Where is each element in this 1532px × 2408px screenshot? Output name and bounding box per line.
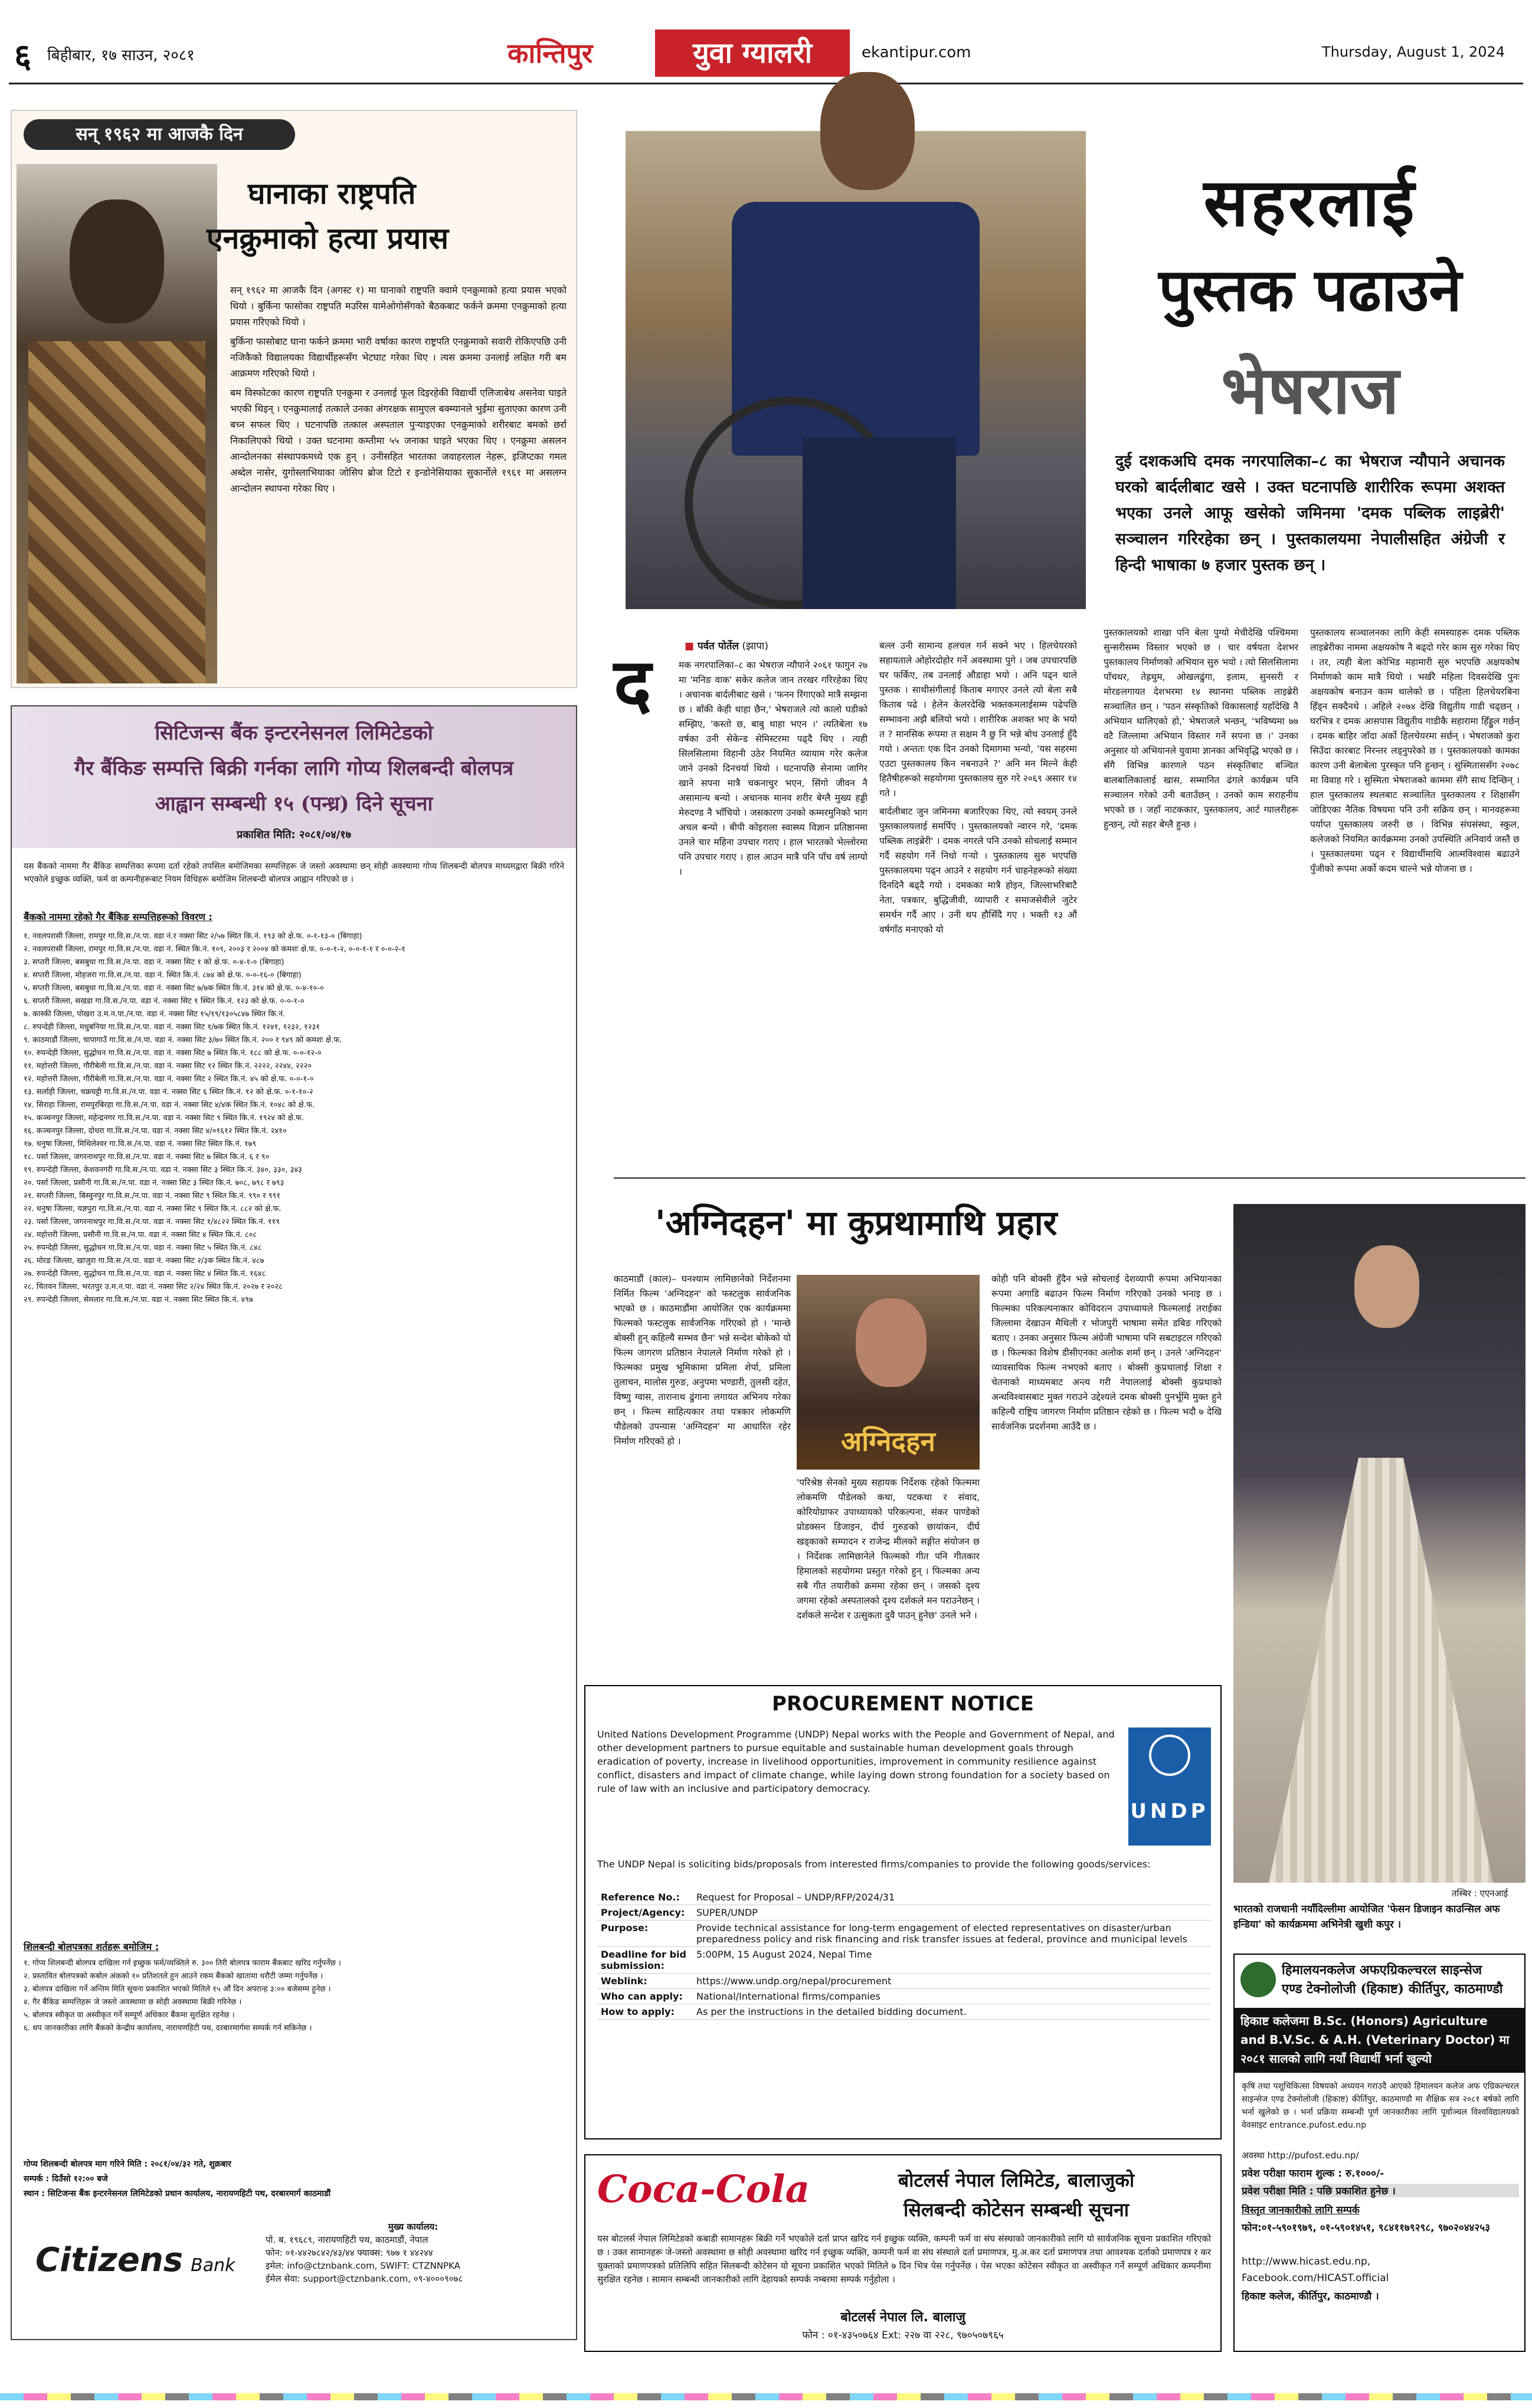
- history-box: [11, 110, 577, 688]
- bank-sign-2: सम्पर्क : दिउँसो १२:०० बजे: [24, 2174, 108, 2184]
- procurement-row-value: Provide technical assistance for long-term engagement of elected representatives on disaster/urban preparedness policy and risk financing and risk transfer issues at federal, province and municipal levels: [693, 1920, 1211, 1947]
- hicast-fee: प्रवेश परीक्षा फाराम शुल्क : रु.१०००/-: [1242, 2168, 1384, 2180]
- hicast-title-1: हिमालयनकलेज अफएग्रिकल्चरल साइन्सेज: [1282, 1962, 1482, 1978]
- feature-col-1: [679, 658, 868, 1130]
- bank-intro: यस बैंकको नाममा गैर बैंकिङ सम्पत्तिका रूपमा दर्ता रहेको तपसिल बमोजिमका सम्पत्तिहरू जे जस्तो अवस्थामा छन् सोही अवस्थामा गोप्य शिलबन्दी बोलपत्र माध्यमद्वारा बिक्री गरिने भएकोले इच्छुक व्यक्ति, फर्म वा कम्पनीहरूबाट नियम विधिहरू बमोजिम शिलबन्दी बोलपत्र आह्वान गरिएको छ ।: [24, 862, 564, 884]
- byline-place: (झापा): [742, 640, 768, 652]
- procurement-row-key: Who can apply:: [597, 1989, 693, 2004]
- feature-c4: पुस्तकालयको शाखा पनि बेला पुग्यो मेचीदेखि पश्चिममा सुन्सरीसम्म विस्तार भएको छ । चार वर्षयता देशभर पुस्तकालय निर्माणको अभियान सुरु भयो । त्यो सिलसिलामा पाँचथर, तेह्रथुम, ओखलढुंगा, इलाम, सुनसरी र मोरङलगायत देशभरमा १४ स्थानमा पब्लिक लाइब्रेरी सञ्चालित छन् । 'पठन संस्कृतिको विकासलाई यहाँदेखि नै अभियान थालिएको हो,' भेषराजले भन्छन्, 'भविष्यमा ७७ वटै जिल्लामा अभियान विस्तार गर्ने सपना छ ।' उनका अनुसार यो अभियानले युवामा ज्ञानका अभिवृद्धि भएको छ । सँगै विभिन्न कारणले पठन संस्कृतिबाट बञ्चित बालबालिकालाई खास, सम्मानित ढंगले कार्यक्रम पनि सञ्चालन गरेको उनी बताउँछन् । उनको काम सराहनीय भएको छ । जहाँ नाटककार, पुस्तकालय, आर्ट ग्यालरीहरू हुन्छन्, त्यो सहर बेग्लै हुन्छ ।: [1104, 627, 1298, 830]
- procurement-row: [597, 1947, 1211, 1974]
- hicast-banner-2: and B.V.Sc. & A.H. (Veterinary Doctor) मा: [1240, 2033, 1510, 2047]
- procurement-solicit: The UNDP Nepal is soliciting bids/proposals from interested firms/companies to provide the following goods/services:: [597, 1859, 1151, 1870]
- asset-item: २३. पर्सा जिल्ला, जगरनाथपुर गा.वि.स./न.पा. वडा नं. नक्सा सिट १/४८२२ स्थित कि.नं. ११९: [24, 1218, 280, 1226]
- hicast-body: कृषि तथा पशुचिकित्सा विषयको अध्ययन गराउदै आएको हिमालयन कलेज अफ एग्रिकल्चरल साइन्सेज एण्ड टेक्नोलोजी (हिकाष्ट) कीर्तिपुर, काठमाण्डौ मा शैक्षिक सत्र २०८१ बर्षको लागि भर्ना खुलेको छ । भर्ना प्रक्रिया सम्बन्धी पूर्ण जानकारीका लागि पूर्वाञ्चल विश्वविद्यालयको वेवसाइट entrance.pufost.edu.np: [1242, 2082, 1519, 2130]
- asset-item: ७. कास्की जिल्ला, पोखरा उ.म.न.पा./न.पा. वडा नं. नक्सा सिट १५/१९/१३०५८४७ स्थित कि.नं.: [24, 1010, 286, 1019]
- person-legs: [803, 438, 956, 609]
- procurement-title: PROCUREMENT NOTICE: [772, 1692, 1034, 1716]
- procurement-row-key: Deadline for bid submission:: [597, 1947, 693, 1974]
- procurement-row: [597, 1920, 1211, 1947]
- procurement-notice: [584, 1685, 1222, 2139]
- paper-name: कान्तिपुर: [508, 37, 593, 69]
- fashion-credit: तस्बिर : एएनआई: [1452, 1888, 1508, 1899]
- un-emblem-icon: [1149, 1735, 1190, 1776]
- procurement-row-key: Weblink:: [597, 1974, 693, 1989]
- bank-asset-list: [24, 931, 564, 1934]
- cocacola-logo: Coca-Cola: [597, 2167, 810, 2211]
- procurement-table: [597, 1890, 1211, 2020]
- feature-byline: [685, 639, 768, 652]
- feature-col-2: [879, 639, 1077, 1128]
- asset-item: १६. कञ्चनपुर जिल्ला, दोधरा गा.वि.स./न.पा. वडा नं. नक्सा सिट ४/०१६१२ स्थित कि.नं. २४१०: [24, 1127, 287, 1136]
- byline-marker: ■: [685, 640, 698, 652]
- page-number: ६: [14, 37, 32, 76]
- asset-item: २१. सप्तरी जिल्ला, बिस्वुनपुर गा.वि.स./न.पा. वडा नं. नक्सा सिट ९ स्थित कि.नं. ९९० र ९९१: [24, 1192, 280, 1200]
- bank-office-l1: पो. ब. १९६८९, नारायणहिटी पथ, काठमाडौं, नेपाल: [266, 2234, 428, 2245]
- cocacola-footer-1: बोटलर्स नेपाल लि. बालाजु: [840, 2310, 965, 2325]
- poster-title: अग्निदहन: [841, 1425, 935, 1457]
- asset-item: १. नवलपरासी जिल्ला, रामपुर गा.वि.स./न.पा. वडा नं.र नक्सा सिट २/५७ स्थित कि.नं. १९३ को क्षे.फ. ०-१-१३-० (बिगाहा): [24, 932, 362, 941]
- procurement-row-key: How to apply:: [597, 2004, 693, 2020]
- cocacola-body: यस बोटलर्स नेपाल लिमिटेडको कबाडी सामानहरू बिक्री गर्ने भएकोले दर्ता प्राप्त खरिद गर्न इच्छुक व्यक्ति, कम्पनी फर्म वा संघ संस्थाको जानकारीको लागि यो सार्वजनिक सूचना प्रकाशित गरिएको छ । उक्त सामानहरू जे-जस्तो अवस्थामा छ सोही अवस्थामा खरिद गर्न इच्छुक व्यक्ति, कम्पनी फर्म वा संघ संस्थाले दर्ता प्रमाणपत्र, मु.अ.कर दर्ता प्रमाणपत्र तथा आवश्यक दर्ताको प्रमाणपत्र र कर चुक्ताको प्रमाणपत्रको प्रतिलिपि सहित सिलबन्दी कोटेसन यो सूचना प्रकाशित भएको मितिले ७ दिन भित्र पेस गर्नुपर्नेछ । पेस भएका कोटेसन स्वीकृत वा अस्वीकृत गर्ने सम्पूर्ण अधिकार कम्पनीमा सुरक्षित रहनेछ । सामान सम्बन्धी जानकारीको लागि देहायको सम्पर्क नम्बरमा सम्पर्क गर्नुहोला ।: [597, 2233, 1211, 2285]
- asset-item: १३. सर्लाही जिल्ला, चक्रघट्टी गा.वि.स./न.पा. वडा नं. नक्सा सिट ६ स्थित कि.नं. १२ को क्षे.फ. ०-१-१०-२: [24, 1088, 313, 1097]
- procurement-row: [597, 1890, 1211, 1905]
- procurement-row: [597, 1905, 1211, 1920]
- procurement-row: [597, 1974, 1211, 1989]
- agnidahan-c1: काठमाडौं (काल)– घनश्याम लामिछानेको निर्देशनमा निर्मित फिल्म 'अग्निदहन' को फस्टलुक सार्वजनिक भएको छ । काठमाडौंमा आयोजित एक कार्यक्रममा फिल्मको फस्टलुक सार्वजनिक गरिएको हो । 'मान्छे बोक्सी हुन् कहिल्यै सम्भव छैन' भन्ने सन्देश बोकेको यो फिल्म जागरण प्रतिष्ठान नेपालले निर्माण गरेको हो । फिल्मका प्रमुख भूमिकामा प्रमिला शेर्पा, प्रमिला तुलाचन, मालोस गुरुङ, अनुपमा भण्डारी, तुलसी दहेत, विष्णु ग्वास, तारानाथ ढुंगाना लगायत अभिनय गरेका छन् । फिल्म साहित्यकार तथा पत्रकार लोकमणि पौडेलको उपन्यास 'अग्निदहन' मा आधारित रहेर निर्माण गरिएको हो ।: [614, 1274, 791, 1447]
- agnidahan-col-3: [991, 1272, 1222, 1656]
- asset-item: १२. महोत्तरी जिल्ला, गौरीबेली गा.वि.स./न.पा. वडा नं. नक्सा सिट २ स्थित कि.नं. ४५ को क्षे.फ. ०-०-१-०: [24, 1075, 314, 1084]
- masthead: [0, 0, 1532, 89]
- feature-c5: पुस्तकालय सञ्चालनका लागि केही समस्याहरू दमक पब्लिक लाइब्रेरीका नाममा अक्षयकोष नै बढ्दो गरेर काम सुरु गरेका थिए । तर, त्यही बेला कोभिड महामारी सुरु भएपछि अक्षयकोष निर्माणको काम मात्रै थियो । भर्खरै महिला दिवसदेखि पुनः अक्षयकोष बनाउन काम थालेको छ । पहिला हिलचेयरबिना हिँड्न सक्दैनथे । अहिले २०७४ देखि विद्युतीय गाडी चढ्छन् । घरभित्र र दमक आसपास विद्युतीय गाडीकै सहारामा हिँड्डुल गर्छन् । दमक बाहिर जाँदा अर्को हिलचेयरमा सर्छन् । भेषराजको कुरा सिउँदा कारबाट निरन्तर लड्नुपरेको छ । पुस्तकालयको कामका कारण उनी बेलाबेला पुरस्कृत पनि हुन्छन् । सुस्मिताससँग २०७८ मा विवाह गरे । सुस्मिता भेषराजको काममा सँगै साथ दिन्छिन् । हाल पुस्तकालय स्थलबाट सञ्चालित पुस्तकालय र शिक्षासँग जोडिएका नैतिक विषयमा पनि उनी सक्रिय छन् । मानवहरूमा पर्याप्त पुस्तकालय जरुरी छ । विभिन्न संघसंस्था, स्कुल, कलेजको नियमित कार्यक्रममा उनको उपस्थिति अनिवार्य जस्तै छ । पुस्तकालयमा पढ्न र विद्यार्थीमाथि आत्मविश्वास बढाउने पुँजीको रूपमा अर्को कदम चाल्ने भन्ने योजना छ ।: [1310, 627, 1520, 874]
- hicast-link[interactable]: अवस्था http://pufost.edu.np/: [1242, 2150, 1359, 2161]
- bank-office-l3: इमेल: info@ctznbank.com, SWIFT: CTZNNPKA: [266, 2260, 460, 2271]
- term-item: ५. बोलपत्र स्वीकृत वा अस्वीकृत गर्ने सम्पूर्ण अधिकार बैंकमा सुरक्षित रहनेछ ।: [24, 2011, 235, 2020]
- model-lehenga: [1269, 1458, 1493, 1883]
- history-p2: बुर्किना फासोबाट घाना फर्कने क्रममा भारी वर्षाका कारण राष्ट्रपति एनक्रुमाको सवारी रोकिएपछि उनी नजिकैको विद्यालयका विद्यार्थीहरूसँग भेटघाट गरेका थिए । त्यस क्रममा उनलाई लक्षित गरी बम आक्रमण गरिएको थियो ।: [230, 336, 567, 379]
- cocacola-title-2: सिलबन्दी कोटेसन सम्बन्धी सूचना: [904, 2198, 1129, 2221]
- procurement-row-value: Request for Proposal – UNDP/RFP/2024/31: [693, 1890, 1211, 1905]
- cocacola-notice: [584, 2154, 1222, 2352]
- history-p1: सन् १९६२ मा आजकै दिन (अगस्ट १) मा घानाको राष्ट्रपति क्वामे एनक्रुमाको हत्या प्रयास भएको थियो । बुर्किना फासोका राष्ट्रपति मउरिस यामेओगोसँगको बैठकबाट फर्कने क्रममा एनक्रुमाको हत्या प्रयास गरिएको थियो ।: [230, 284, 567, 328]
- bheshraj-photo: [626, 131, 1086, 609]
- bank-header-1: सिटिजन्स बैंक इन्टरनेसनल लिमिटेडको: [155, 721, 433, 745]
- feature-dropcap: द: [614, 643, 652, 726]
- fashion-caption: भारतको राजधानी नयाँदिल्लीमा आयोजित 'फेसन डिजाइन काउन्सिल अफ इन्डिया' को कार्यक्रममा अभिनेत्री खुशी कपुर ।: [1233, 1903, 1500, 1931]
- term-item: २. प्रस्तावित बोलपत्रको कबोल अंकको १० प्रतिशतले हुन आउने रकम बैंकको खातामा धरौटी जम्मा गर्नुपर्नेछ ।: [24, 1972, 323, 1981]
- asset-item: १७. धनुषा जिल्ला, मिथिलेश्वर गा.वि.स./न.पा. वडा नं. नक्सा सिट स्थित कि.नं. १७९: [24, 1140, 257, 1149]
- bank-office-l2: फोन: ०१-४४२७८४२/४३/४४ फ्याक्स: ९७७ १ ४४२४४: [266, 2247, 433, 2258]
- asset-item: २२. धनुषा जिल्ला, यज्ञपुरा गा.वि.स./न.पा. वडा नं. नक्सा सिट ९ स्थित कि.नं. ८८२ को क्षे.फ.: [24, 1205, 281, 1213]
- asset-item: २६. मोरङ जिल्ला, खाजुरा गा.वि.स./न.पा. वडा नं. नक्सा सिट २/३क स्थित कि.नं. ४८७: [24, 1257, 264, 1265]
- person-head: [820, 72, 915, 190]
- hicast-ad: [1233, 1954, 1526, 2352]
- poster-face: [856, 1298, 927, 1387]
- history-title-1: घानाका राष्ट्रपति: [248, 176, 416, 211]
- hicast-banner: [1235, 2008, 1524, 2073]
- hicast-logo-icon: [1240, 1962, 1276, 1997]
- history-title-2: एनक्रुमाको हत्या प्रयास: [207, 221, 449, 256]
- bank-sign-3: स्थान : सिटिजन्स बैंक इन्टरनेसनल लिमिटेडको प्रधान कार्यालय, नारायणहिटी पथ, दरबारमार्ग काठमाडौं: [24, 2189, 331, 2198]
- asset-item: ११. महोत्तरी जिल्ला, गौरीबेली गा.वि.स./न.पा. वडा नं. नक्सा सिट १२ स्थित कि.नं. २२२२, २२४४, २२२०: [24, 1062, 312, 1071]
- procurement-intro: United Nations Development Programme (UNDP) Nepal works with the People and Government of Nepal, and other development partners to pursue equitable and sustainable human development goals through eradication of poverty, increase in livelihood opportunities, improvement in community resilience against conflict, disasters and impact of climate change, while laying down strong foundation for a society based on rule of law with an inclusive and participatory democracy.: [597, 1729, 1115, 1794]
- agnidahan-col-2: [797, 1475, 980, 1653]
- asset-item: २४. महोत्तरी जिल्ला, प्रसौनी गा.वि.स./न.पा. वडा नं. नक्सा सिट ४ स्थित कि.नं. ८०८: [24, 1231, 257, 1239]
- feature-c3: बार्दलीबाट जुन जमिनमा बजारिएका थिए, त्यो स्वयम् उनले पुस्तकालयलाई समर्पिए । पुस्तकालयको न्वारन गरे, 'दमक पब्लिक लाइब्रेरी' । दमक नगरले पनि उनको सोचलाई सम्मान गर्दै सहयोग गर्ने निधो गऱ्यो । पुस्तकालय सुरु भएपछि पुस्तकालयमा पढ्न आउने र सहयोग गर्न चाहनेहरूको संख्या दिनदिनै बढ्दै गयो । दमकका मात्रै होइन, जिल्लाभरिबाटै नेता, पत्रकार, बुद्धिजीवी, व्यापारी र समाजसेवीले जुटेर समर्थन गर्दै आए । उनी थप हौसिँदै गए । भक्ती १३ औं वर्षगाँठ मनाएको यो: [879, 806, 1077, 935]
- color-bar: [0, 2393, 1532, 2400]
- asset-item: ८. रुपन्देही जिल्ला, मधुबनिया गा.वि.स./न.पा. वडा नं. नक्सा सिट १/७क स्थित कि.नं. १२४१, १२३२, १२३१: [24, 1023, 320, 1032]
- asset-item: ९. काठमाडौं जिल्ला, चापागाउँ गा.वि.स./न.पा. वडा नं. नक्सा सिट ३/७० स्थित कि.नं. २०० र ९४९ को कमशः क्षे.फ.: [24, 1036, 342, 1045]
- asset-item: ३. सप्तरी जिल्ला, बसबुधा गा.वि.स./न.पा. वडा नं. नक्सा सिट १ को क्षे.फ. ०-४-१-० (बिगाहा): [24, 958, 284, 967]
- bank-terms-title: शिलबन्दी बोलपत्रका शर्तहरू बमोजिम :: [24, 1941, 159, 1952]
- term-item: ३. बोलपत्र दाखिला गर्ने अन्तिम मिति सूचना प्रकाशित भएको मितिले १५ औं दिन अपरान्ह ३:०० बजेसम्म हुनेछ ।: [24, 1985, 331, 1994]
- procurement-row-key: Reference No.:: [597, 1890, 693, 1905]
- asset-item: १०. रुपन्देही जिल्ला, सुद्धोधन गा.वि.स./न.पा. वडा नं. नक्सा सिट ७ स्थित कि.नं. १८८ को क्षे.फ. ०-०-१२-०: [24, 1049, 322, 1058]
- robe-shape: [28, 341, 205, 683]
- undp-logo-text: UNDP: [1130, 1800, 1209, 1823]
- asset-item: २०. पर्सा जिल्ला, प्रसौनी गा.वि.स./न.पा. वडा नं. नक्सा सिट ३ स्थित कि.नं. ७०८, ७९८ र ७९३: [24, 1179, 284, 1187]
- bank-terms-list: [24, 1958, 564, 2147]
- asset-item: ४. सप्तरी जिल्ला, मोहजरा गा.वि.स./न.पा. वडा नं. स्थित कि.नं. ८७४ को क्षे.फ. ०-०-१६-० (बिगाहा): [24, 971, 302, 980]
- date-english: Thursday, August 1, 2024: [1322, 44, 1505, 60]
- procurement-table-wrap: [597, 1890, 1211, 2020]
- hicast-web[interactable]: http://www.hicast.edu.np,: [1242, 2256, 1371, 2268]
- asset-item: २९. रुपन्देही जिल्ला, सेमलार गा.वि.स./न.पा. वडा नं. नक्सा सिट स्थित कि.नं. ४९७: [24, 1295, 253, 1304]
- feature-col-4: [1104, 626, 1298, 1127]
- history-banner: सन् १९६२ मा आजकै दिन: [24, 119, 295, 150]
- bank-header-2: गैर बैंकिङ सम्पत्ति बिक्री गर्नका लागि गोप्य शिलबन्दी बोलपत्र: [74, 757, 514, 780]
- agnidahan-title: 'अग्निदहन' मा कुप्रथामाथि प्रहार: [655, 1203, 1058, 1243]
- cocacola-title-1: बोटलर्स नेपाल लिमिटेड, बालाजुको: [898, 2169, 1135, 2191]
- feature-intro: दुई दशकअघि दमक नगरपालिका–८ का भेषराज न्यौपाने अचानक घरको बार्दलीबाट खसे । उक्त घटनापछि शारीरिक रूपमा अशक्त भएका उनले आफू खसेको जमिनमा 'दमक पब्लिक लाइब्रेरी' सञ्चालन गरिरहेका छन् । पुस्तकालयमा नेपालीसहित अंग्रेजी र हिन्दी भाषाका ७ हजार पुस्तक छन् ।: [1115, 452, 1505, 574]
- procurement-row-key: Purpose:: [597, 1920, 693, 1947]
- bank-list-title: बैंकको नाममा रहेको गैर बैंकिङ सम्पत्तिहरूको विवरण :: [24, 911, 212, 922]
- cocacola-footer-2: फोन : ०१-४३५०७६४ Ext: २२७ वा २२८, ९७०५०७९६५: [802, 2330, 1004, 2341]
- section-label: युवा ग्यालरी: [655, 30, 850, 77]
- feature-col-5: [1310, 626, 1520, 1127]
- procurement-row: [597, 1989, 1211, 2004]
- bank-logo-text: Citizens: [35, 2241, 184, 2279]
- byline-name: पर्वत पोर्तेल: [697, 640, 739, 652]
- agnidahan-c2: 'परिश्रेष्ठ सेनको मुख्य सहायक निर्देशक रहेको फिल्ममा लोकमणि पौडेलको कथा, पटकथा र संवाद, कोरियोग्राफर उपाध्यायको परिकल्पना, संकर पाण्डेको प्रोडक्सन डिजाइन, दीर्घ गुरुङको छायांकन, दीर्घ खड्काको सम्पादन र राजेन्द्र मीलको सङ्गीत संयोजन छ । निर्देशक लामिछानेले फिल्मको गीत पनि गीतकार हिमालको सहयोगमा प्रस्तुत गरेको हुन् । फिल्मका अन्य सबै गीत तयारीको क्रममा रहेका छन् । जसको दृश्य जगमा रहेको अस्पतालको दृश्य दर्शकले मन पराउनेछन् । दर्शकले सन्देश र उत्सुकता दुवै पाउन् हुनेछ' उनले भने ।: [797, 1477, 980, 1621]
- procurement-row-value: As per the instructions in the detailed bidding document.: [693, 2004, 1211, 2020]
- asset-item: १५. कञ्चनपुर जिल्ला, महेन्द्रनगर गा.वि.स./न.पा. वडा नं. नक्सा सिट ९ स्थित कि.नं. १९२४ को क्षे.फ.: [24, 1114, 305, 1123]
- term-item: १. गोप्य शिलबन्दी बोलपत्र दाखिला गर्न इच्छुक फर्म/व्यक्तिले रु. ३०० तिरी बोलपत्र फाराम बैंकबाट खरिद गर्नुपर्नेछ ।: [24, 1959, 341, 1968]
- undp-logo: [1128, 1728, 1211, 1846]
- hicast-date: प्रवेश परीक्षा मिति : पछि प्रकाशित हुनेछ ।: [1242, 2184, 1519, 2197]
- feature-c1: मक नगरपालिका–८ का भेषराज न्यौपाने २०६१ फागुन २७ मा 'मनिङ वाक' सकेर कलेज जान तरखर गरिरहेका थिए । अचानक बार्दलीबाट खसे । 'फनन रिंगाएको मात्रै सम्झना छ । बाँकी केही थाहा छैन,' भेषराजले त्यो कालो घडीको सम्झिए, 'कस्तो छ, बाबु थाहा भएन ।' त्यतिबेला १७ वर्षका उनी सेकेन्ड सेमिस्टरमा पढ्दै थिए । त्यही सिलसिलामा विहानी उठेर नियमित व्यायाम गरेर कलेज जाने उनको दिनचर्या थियो । घटनापछि सेनामा जागिर खाने सपना मात्रै चकनाचुर भएन, सिंगो जीवन नै असामान्य बन्यो । अचानक मानव शरीर बेग्लै मुख्य हड्डी मेरुदण्ड नै भाँचियो । जसकारण उनको कम्मरमुनिको भाग अचल बन्यो । बीपी कोइराला स्वास्थ्य विज्ञान प्रतिष्ठानमा उनले चार महिना उपचार गराए । हाल भारतको भेल्लोरमा पनि उपचार गराए । हाल आउन मात्रै पनि पाँच वर्ष लाग्यो ।: [679, 660, 868, 877]
- asset-item: १४. सिराहा जिल्ला, रामपुरबिरहा गा.वि.स./न.पा. वडा नं. नक्सा सिट ४/४क स्थित कि.नं. १०४८ को क्षे.फ.: [24, 1101, 315, 1110]
- feature-title-3: भेषराज: [1221, 352, 1399, 429]
- procurement-row-value: 5:00PM, 15 August 2024, Nepal Time: [693, 1947, 1211, 1974]
- masthead-rule: [9, 83, 1523, 84]
- term-item: ४. गैर बैंकिङ सम्पत्तिहरू जे जस्तो अवस्थामा छ सोही अवस्थामा बिक्री गरिनेछ ।: [24, 1998, 242, 2007]
- feature-c2: बल्ल उनी सामान्य हलचल गर्न सक्ने भए । हिलचेयरको सहायताले ओहोरदोहोर गर्ने अवस्थामा पुगे । जब उपचारपछि घर फर्किए, तब उनलाई औडाहा भयो । अनि पढ्न थाले पुस्तक । साथीसंगीलाई किताब मगाएर उनले त्यो बेला सबै किताब पढे । हेलेन केलरदेखि भक्तकमलाईसम्म पढेपछि सम्भावना अझै बलियो भयो । शारीरिक अशक्त भए के भयो त ? मानसिक रूपमा त सक्षम नै छु नि भन्ने बोध उनलाई हुँदै गयो । अन्ततः एक दिन उनको दिमागमा भन्यो, 'यस सहरमा एउटा पुस्तकालय किन नबनाउने ?' अनि मन मिल्ने केही हितैषीहरूको सहयोगमा पुस्तकालय सुरु गरे २०६९ असार १४ गते ।: [879, 640, 1077, 799]
- procurement-row-value: National/International firms/companies: [693, 1989, 1211, 2004]
- bank-logo-small: Bank: [191, 2255, 235, 2276]
- bank-office-title: मुख्य कार्यालय:: [388, 2221, 438, 2232]
- date-nepali: बिहीबार, १७ साउन, २०८१: [47, 47, 195, 64]
- asset-item: १८. पर्सा जिल्ला, जगरनाथपुर गा.वि.स./न.पा. वडा नं. नक्सा सिट ७ स्थित कि.नं. ६ र ९०: [24, 1153, 270, 1162]
- feature-title-2: पुस्तक पढाउने: [1158, 255, 1462, 325]
- asset-item: ५. सप्तरी जिल्ला, बसबुधा गा.वि.स./न.पा. वडा नं. नक्सा सिट ७/७क स्थित कि.नं. ३१४ को क्षे.फ. ०-४-१०-०: [24, 984, 324, 993]
- asset-item: २. नवलपरासी जिल्ला, रामपुर गा.वि.स./न.पा. वडा नं. स्थित कि.नं. १०९, २००३ र २००४ को कमशः क्षे.फ. ०-०-१-२, ०-०-१-१ र ०-०-२-१: [24, 945, 405, 954]
- bank-pub-date: प्रकाशित मिति: २०८१/०४/१७: [237, 829, 351, 841]
- procurement-row: [597, 2004, 1211, 2020]
- bank-office-l4: ईमेल सेवा: support@ctznbank.com, ०९-४०००९०७८: [266, 2273, 463, 2284]
- hicast-phone: फोन:०१-५९०१९७९, ०१-५९०१४५१, ९८४११७९२९८, ९७०२०४४२५३: [1242, 2222, 1490, 2234]
- procurement-row-value: SUPER/UNDP: [693, 1905, 1211, 1920]
- nkrumah-photo: [17, 164, 217, 683]
- asset-item: १९. रुपन्देही जिल्ला, केशवनगरी गा.वि.स./न.पा. वडा नं. नक्सा सिट ३ स्थित कि.नं. ३४०, ३३०, ३४३: [24, 1166, 302, 1174]
- hicast-banner-3: २०८१ सालको लागि नयाँ विद्यार्थी भर्ना खुल्यो: [1240, 2052, 1432, 2066]
- hicast-banner-1: हिकाष्ट कलेजमा B.Sc. (Honors) Agriculture: [1240, 2014, 1488, 2028]
- face-shape: [70, 199, 164, 323]
- hicast-fb[interactable]: Facebook.com/HICAST.official: [1242, 2272, 1389, 2284]
- agnidahan-poster: [797, 1275, 980, 1470]
- hicast-address: हिकाष्ट कलेज, कीर्तिपुर, काठमाण्डौ ।: [1242, 2291, 1379, 2302]
- hicast-title-2: एण्ड टेक्नोलोजी (हिकाष्ट) कीर्तिपुर, काठमाण्डौ: [1282, 1981, 1503, 1997]
- asset-item: २५. रुपन्देही जिल्ला, सुद्धोधन गा.वि.स./न.पा. वडा नं. नक्सा सिट ५ स्थित कि.नं. ८४८: [24, 1244, 262, 1252]
- hicast-contact-title: विस्तृत जानकारीको लागि सम्पर्क: [1242, 2204, 1360, 2216]
- procurement-row-value[interactable]: https://www.undp.org/nepal/procurement: [693, 1974, 1211, 1989]
- term-item: ६. थप जानकारीका लागि बैंकको केन्द्रीय कार्यालय, नारायणहिटी पथ, दरबारमार्गमा सम्पर्क गर्न सकिनेछ ।: [24, 2024, 312, 2033]
- history-body: [230, 282, 567, 683]
- model-head: [1354, 1245, 1419, 1328]
- bank-header-3: आह्वान सम्बन्धी १५ (पन्ध्र) दिने सूचना: [155, 792, 433, 816]
- asset-item: ६. सप्तरी जिल्ला, सखडा गा.वि.स./न.पा. वडा नं. नक्सा सिट १ स्थित कि.नं. १२३ को क्षे.फ. ०-०-१-०: [24, 997, 305, 1006]
- bank-logo: [35, 2241, 235, 2279]
- asset-item: २७. रुपन्देही जिल्ला, सुद्धोधन गा.वि.स./न.पा. वडा नं. नक्सा सिट ४ स्थित कि.नं. १६४८: [24, 1270, 266, 1278]
- bank-office: [266, 2220, 561, 2285]
- fashion-photo: [1233, 1204, 1526, 1883]
- asset-item: २८. चितवन जिल्ला, भरतपुर उ.म.न.पा. वडा नं. नक्सा सिट २/२४ स्थित कि.नं. २०२७ र २०२८: [24, 1282, 283, 1291]
- agnidahan-c3: कोही पनि बोक्सी हुँदैन भन्ने सोचलाई देशव्यापी रूपमा अभियानका रूपमा अगाडि बढाउन फिल्म निर्माण गरिएको उनको भनाइ छ । फिल्मका परिकल्पनाकार कोविदरत्न उपाध्यायले फिल्मलाई तराईका जिल्लामा देखाउन मैथिली र भोजपुरी भाषामा समेत डबिङ गरिएको बताए । उनका अनुसार फिल्म अंग्रेजी भाषामा पनि सबटाइटल गरिएको छ । फिल्मका विशेष डीसीएनका अलोक शर्मा छन् । उनले 'अग्निदहन' व्यावसायिक फिल्म नभएको बताए । बोक्सी कुप्रथालाई शिक्षा र चेतनाको माध्यमबाट अन्त्य गरी नेपाललाई बोक्सी कुप्रथाको अन्धविश्वासबाट मुक्त गराउने उद्देश्यले दमक बोक्सी पुनर्भूमि मुक्त हुने कहिल्यै राष्ट्रिय जागरण निर्माण प्रतिष्ठान रहेको छ । फिल्म भदौ ७ देखि सार्वजनिक प्रदर्शनमा आउँदै छ ।: [991, 1274, 1222, 1432]
- agnidahan-col-1: [614, 1272, 791, 1656]
- procurement-row-key: Project/Agency:: [597, 1905, 693, 1920]
- feature-title-1: सहरलाई: [1203, 164, 1417, 241]
- history-p3: बम विस्फोटका कारण राष्ट्रपति एनक्रुमा र उनलाई फूल दिइरहेकी विद्यार्थी एलिजाबेथ असनेवा घाइते भएकी थिइन् । एनक्रुमालाई तत्काले उनका अंगरक्षक सामुएल बक्म्यानले भुईमा सुताएका कारण उनी बच्न सफल थिए । घटनापछि तत्काल अस्पताल पुऱ्याइएका एनक्रुमाको शरीरबाट बमको छर्रा निकालिएको थियो । उक्त घटनामा कम्तीमा ५५ जनाका घाइते भएका थिए । एनक्रुमा असलन आन्दोलनका संस्थापकमध्ये एक हुन् । उनीसहित भारतका जवाहरलाल नेहरू, इजिप्टका गमल अब्देल नासेर, युगोस्लाभियाका जोसिप ब्रोज टिटो र इन्डोनेसियाका सुकार्नोले १९६१ मा असलग्न आन्दोलन स्थापना गरेका थिए ।: [230, 387, 567, 494]
- bank-notice: [11, 705, 577, 2340]
- feature-bottom-rule: [614, 1177, 1526, 1179]
- bank-sign-1: गोप्य शिलबन्दी बोलपत्र माग गरिने मिति : २०८१/०४/३२ गते, शुक्रबार: [24, 2160, 231, 2169]
- site-url[interactable]: ekantipur.com: [862, 44, 971, 61]
